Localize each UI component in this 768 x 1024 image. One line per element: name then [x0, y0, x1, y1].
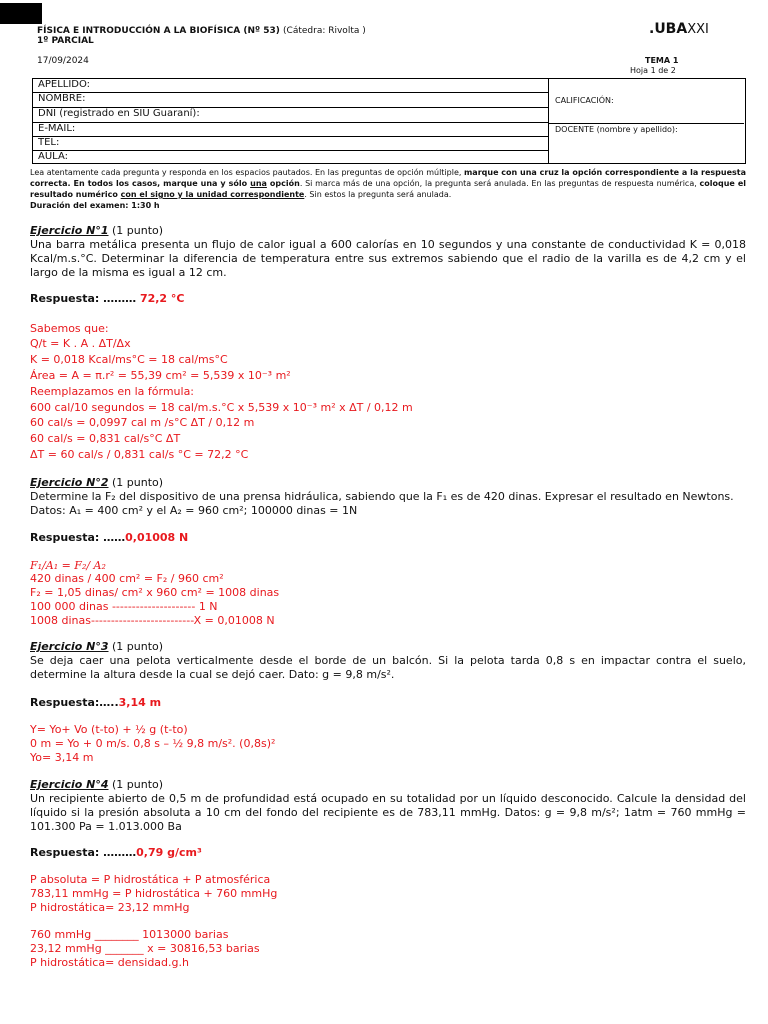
field-nombre[interactable]: NOMBRE: — [33, 93, 548, 108]
exercise-2-title: Ejercicio N°2 — [30, 476, 109, 489]
exercise-1-title: Ejercicio N°1 — [30, 224, 109, 237]
exercise-4-statement: Un recipiente abierto de 0,5 m de profundidad está ocupado en su totalidad por un líquido desconocido. Calcule la densidad del líquido si la presión absoluta a 10 cm del fondo del recipiente es de 783,11 mmHg. Datos: g = 9,8 m/s²; 1atm = 760 mmHg = 101.300 Pa = 1.013.000 Ba — [30, 792, 746, 833]
ej1-line: Sabemos que: — [30, 322, 109, 335]
ej4-line: P hidrostática= 23,12 mmHg — [30, 901, 190, 914]
ej1-line: Reemplazamos en la fórmula: — [30, 385, 195, 398]
page-indicator: Hoja 1 de 2 — [630, 66, 676, 75]
ej1-line: 60 cal/s = 0,831 cal/s°C ΔT — [30, 432, 181, 445]
ej2-line: 420 dinas / 400 cm² = F₂ / 960 cm² — [30, 572, 224, 585]
exercise-3-title: Ejercicio N°3 — [30, 640, 109, 653]
field-dni[interactable]: DNI (registrado en SIU Guaraní): — [33, 108, 548, 123]
exercise-2-answer: Respuesta: ……0,01008 N — [30, 531, 189, 544]
ej3-line: Y= Yo+ Vo (t-to) + ½ g (t-to) — [30, 723, 188, 736]
exercise-4: Ejercicio N°4 (1 punto) Un recipiente abierto de 0,5 m de profundidad está ocupado en su totalidad por un líquido desconocido. Calcule la densidad del líquido si la presión absoluta a 10 cm del fondo del recipiente es de 783,11 mmHg. Datos: g = 9,8 m/s²; 1atm = 760 mmHg = 101.300 Pa = 1.013.000 Ba — [30, 778, 746, 833]
tema-label: TEMA 1 — [645, 56, 679, 65]
student-info-left — [32, 78, 549, 164]
exercise-3: Ejercicio N°3 (1 punto) Se deja caer una pelota verticalmente desde el borde de un balcón. Si la pelota tarda 0,8 s en impactar contra el suelo, determine la altura desde la cual se dejó caer. Dato: g = 9,8 m/s². — [30, 640, 746, 681]
uba-xxi-logo: .UBAXXI — [649, 21, 709, 37]
exercise-3-answer: Respuesta:…..3,14 m — [30, 696, 162, 709]
ej2-line: 1008 dinas--------------------------X = 0,01008 N — [30, 614, 275, 627]
exam-name: 1º PARCIAL — [37, 36, 94, 46]
ej1-line: Área = A = π.r² = 55,39 cm² = 5,539 x 10⁻³ m² — [30, 369, 291, 382]
exercise-1-answer: Respuesta: ……… 72,2 °C — [30, 292, 185, 305]
ej4-line: P absoluta = P hidrostática + P atmosférica — [30, 873, 271, 886]
exam-duration: Duración del examen: 1:30 h — [30, 201, 160, 210]
grading-box — [549, 78, 746, 164]
ej4-line: P hidrostática= densidad.g.h — [30, 956, 189, 969]
ej3-line: 0 m = Yo + 0 m/s. 0,8 s – ½ 9,8 m/s². (0,8s)² — [30, 737, 276, 750]
field-aula[interactable]: AULA: — [38, 151, 68, 162]
ej1-line: 600 cal/10 segundos = 18 cal/m.s.°C x 5,539 x 10⁻³ m² x ΔT / 0,12 m — [30, 401, 413, 414]
redaction-block — [0, 3, 42, 24]
ej3-line: Yo= 3,14 m — [30, 751, 94, 764]
ej2-line: 100 000 dinas --------------------- 1 N — [30, 600, 218, 613]
field-email[interactable]: E-MAIL: — [33, 123, 548, 137]
ej1-line: Q/t = K . A . ΔT/Δx — [30, 337, 131, 350]
field-tel[interactable]: TEL: — [33, 137, 548, 151]
exercise-3-statement: Se deja caer una pelota verticalmente desde el borde de un balcón. Si la pelota tarda 0,8 s en impactar contra el suelo, determine la altura desde la cual se dejó caer. Dato: g = 9,8 m/s². — [30, 654, 746, 681]
field-apellido[interactable]: APELLIDO: — [33, 79, 548, 93]
exercise-2: Ejercicio N°2 (1 punto) Determine la F₂ del dispositivo de una prensa hidráulica, sabiendo que la F₁ es de 420 dinas. Expresar el resultado en Newtons. Datos: A₁ = 400 cm² y el A₂ = 960 cm²; 100000 dinas = 1N — [30, 476, 746, 518]
field-docente[interactable]: DOCENTE (nombre y apellido): — [555, 125, 678, 134]
exercise-4-title: Ejercicio N°4 — [30, 778, 109, 791]
exercise-2-statement: Determine la F₂ del dispositivo de una prensa hidráulica, sabiendo que la F₁ es de 420 dinas. Expresar el resultado en Newtons. — [30, 490, 734, 503]
instructions: Lea atentamente cada pregunta y responda en los espacios pautados. En las preguntas de opción múltiple, marque con una cruz la opción correspondiente a la respuesta correcta. En todos los casos, marque una y sólo una opción. Si marca más de una opción, la pregunta será anulada. En las preguntas de respuesta numérica, coloque el resultado numérico con el signo y la unidad correspondiente. Sin estos la pregunta será anulada. — [30, 168, 747, 199]
exercise-4-answer: Respuesta: ………0,79 g/cm³ — [30, 846, 202, 859]
ej2-line: F₁/A₁ = F₂/ A₂ — [30, 559, 106, 572]
course-title: FÍSICA E INTRODUCCIÓN A LA BIOFÍSICA (Nº 53) (Cátedra: Rivolta ) — [37, 26, 366, 36]
ej1-line: K = 0,018 Kcal/ms°C = 18 cal/ms°C — [30, 353, 228, 366]
ej1-line: ΔT = 60 cal/s / 0,831 cal/s °C = 72,2 °C — [30, 448, 249, 461]
grading-divider — [549, 123, 744, 124]
exercise-2-datos: Datos: A₁ = 400 cm² y el A₂ = 960 cm²; 100000 dinas = 1N — [30, 504, 358, 517]
ej2-line: F₂ = 1,05 dinas/ cm² x 960 cm² = 1008 dinas — [30, 586, 280, 599]
ej4-line: 23,12 mmHg _______ x = 30816,53 barias — [30, 942, 260, 955]
ej4-line: 783,11 mmHg = P hidrostática + 760 mmHg — [30, 887, 278, 900]
student-info-form — [32, 78, 746, 164]
exam-date: 17/09/2024 — [37, 56, 89, 66]
exercise-1-statement: Una barra metálica presenta un flujo de calor igual a 600 calorías en 10 segundos y una constante de conductividad K = 0,018 Kcal/m.s.°C. Determinar la diferencia de temperatura entre sus extremos sabiendo que el radio de la varilla es de 4,2 cm y el largo de la misma es igual a 12 cm. — [30, 238, 746, 279]
ej1-line: 60 cal/s = 0,0997 cal m /s°C ΔT / 0,12 m — [30, 416, 255, 429]
ej4-line: 760 mmHg ________ 1013000 barias — [30, 928, 229, 941]
exercise-1: Ejercicio N°1 (1 punto) Una barra metálica presenta un flujo de calor igual a 600 calorías en 10 segundos y una constante de conductividad K = 0,018 Kcal/m.s.°C. Determinar la diferencia de temperatura entre sus extremos sabiendo que el radio de la varilla es de 4,2 cm y el largo de la misma es igual a 12 cm. — [30, 224, 746, 279]
field-calificacion[interactable]: CALIFICACIÓN: — [555, 96, 614, 105]
